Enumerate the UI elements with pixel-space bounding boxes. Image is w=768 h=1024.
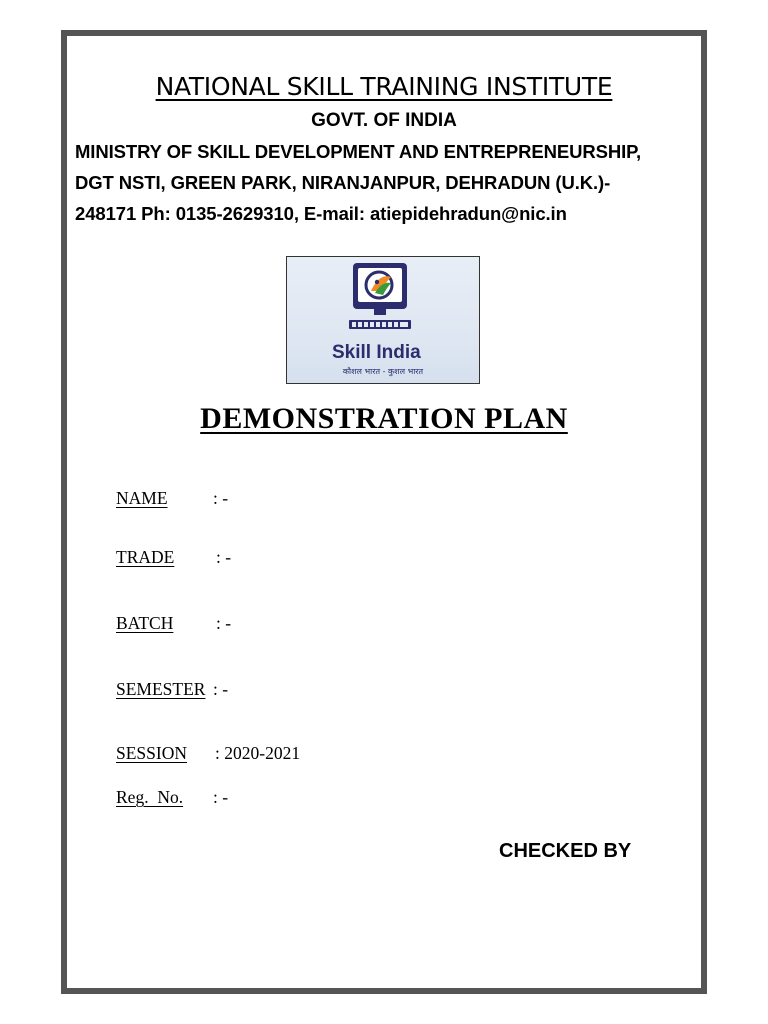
address-block xyxy=(75,136,695,229)
field-label-batch: BATCH xyxy=(116,613,174,633)
institute-title: NATIONAL SKILL TRAINING INSTITUTE xyxy=(155,72,613,101)
document-title: DEMONSTRATION PLAN xyxy=(200,402,568,435)
field-value-name[interactable]: : - xyxy=(213,488,229,508)
checked-by-label: CHECKED BY xyxy=(499,840,632,862)
skill-india-logo-graphic xyxy=(287,257,479,383)
skill-india-logo xyxy=(286,256,480,384)
header xyxy=(67,70,701,136)
field-label-name: NAME xyxy=(116,488,168,508)
field-value-batch[interactable]: : - xyxy=(216,613,232,633)
page-frame xyxy=(61,30,707,994)
field-batch xyxy=(116,613,232,634)
field-label-reg-no: Reg. No. xyxy=(116,787,184,807)
field-value-reg-no[interactable]: : - xyxy=(213,787,229,807)
field-label-trade: TRADE xyxy=(116,547,175,567)
field-reg-no xyxy=(116,787,229,808)
logo-wordmark: Skill India xyxy=(332,342,421,363)
field-semester xyxy=(116,679,229,700)
field-trade xyxy=(116,547,232,568)
field-value-trade[interactable]: : - xyxy=(216,547,232,567)
address-line-contact: 248171 Ph: 0135-2629310, E-mail: atiepidehradun@nic.in xyxy=(75,203,567,224)
field-value-session[interactable]: : 2020-2021 xyxy=(215,743,301,763)
logo-tagline: कौशल भारत - कुशल भारत xyxy=(342,367,424,376)
field-label-session: SESSION xyxy=(116,743,187,763)
field-value-semester[interactable]: : - xyxy=(213,679,229,699)
field-label-semester: SEMESTER xyxy=(116,679,206,699)
field-name xyxy=(116,488,229,509)
field-session xyxy=(116,743,301,764)
keyboard-icon xyxy=(349,320,411,329)
govt-line: GOVT. OF INDIA xyxy=(311,110,457,131)
address-line-ministry: MINISTRY OF SKILL DEVELOPMENT AND ENTREPRENEURSHIP, xyxy=(75,141,642,162)
address-line-location: DGT NSTI, GREEN PARK, NIRANJANPUR, DEHRADUN (U.K.)- xyxy=(75,172,611,193)
